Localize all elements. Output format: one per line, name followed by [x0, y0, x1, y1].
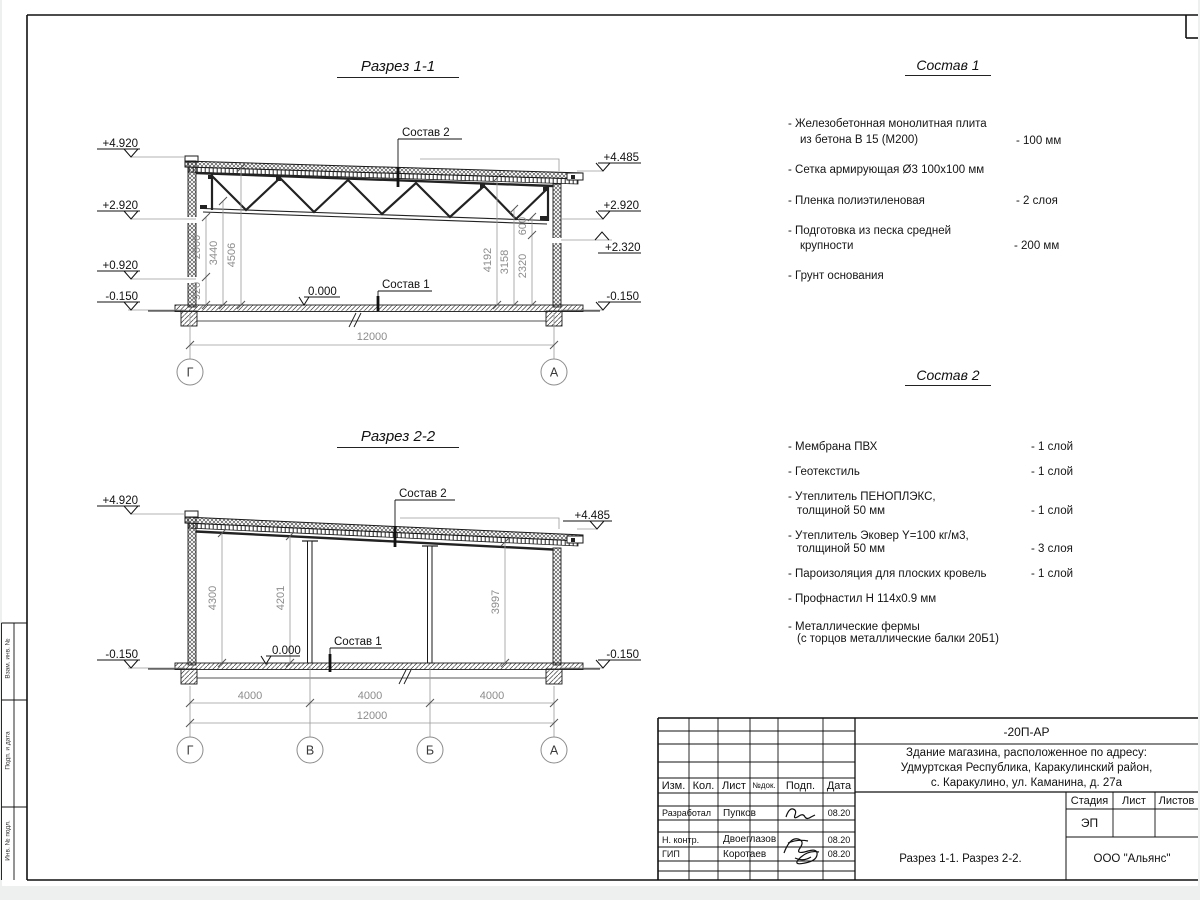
callout-label: Состав 2 — [399, 488, 447, 500]
dim-label: 4300 — [207, 585, 219, 611]
list-item-value: - 100 мм — [1016, 135, 1062, 147]
break-mark — [399, 670, 411, 684]
dim-label: 920 — [191, 281, 203, 301]
dim-label: 4506 — [226, 242, 238, 268]
axis-marks — [177, 359, 567, 385]
elevation-label: +4.920 — [102, 138, 138, 150]
break-mark — [349, 313, 361, 327]
list-item: - Пароизоляция для плоских кровель — [788, 568, 987, 580]
list-item: - Мембрана ПВХ — [788, 441, 878, 453]
list-item-value: - 3 слоя — [1031, 543, 1073, 555]
wall-left — [188, 517, 196, 665]
name-cell: Двоеглазов — [723, 834, 777, 845]
section-2-2-drawing — [97, 488, 641, 763]
elevation-label: +2.920 — [102, 200, 138, 212]
elevation-label: -0.150 — [105, 649, 138, 661]
list-item-value: - 2 слоя — [1016, 195, 1058, 207]
object-address-line: с. Каракулино, ул. Каманина, д. 27а — [930, 776, 1123, 789]
callout-label: Состав 1 — [382, 279, 430, 291]
side-stamp-label: Взам. инв. № — [4, 638, 12, 679]
list-item: - Утеплитель Эковер Y=100 кг/м3, — [788, 530, 969, 542]
dim-label: 4201 — [275, 585, 287, 611]
footing-right — [546, 669, 562, 684]
list-item: - Геотекстиль — [788, 466, 860, 478]
axis-marks — [177, 737, 567, 763]
wall-cap-left — [185, 511, 198, 517]
list-item: крупности — [800, 240, 854, 252]
elevation-label: +2.320 — [605, 242, 641, 254]
list-item: - Профнастил Н 114х0.9 мм — [788, 593, 937, 605]
list-item-value: - 1 слой — [1031, 466, 1074, 478]
role-cell: Н. контр. — [662, 834, 700, 845]
role-cell: ГИП — [662, 849, 680, 859]
elevation-label: +4.920 — [102, 495, 138, 507]
dim-label: 600 — [517, 216, 529, 236]
dim-label: 4000 — [479, 690, 505, 702]
axis-letter: В — [305, 743, 315, 758]
list-item: - Железобетонная монолитная плита — [788, 118, 987, 130]
footing-left — [181, 669, 197, 684]
elevation-label: -0.150 — [606, 649, 639, 661]
section-1-1-drawing — [97, 127, 641, 385]
object-address-line: Удмуртская Республика, Каракулинский район, — [900, 761, 1153, 774]
list-item-value: - 1 слой — [1031, 441, 1074, 453]
name-cell: Коротаев — [723, 848, 767, 860]
zero-level-label: 0.000 — [308, 286, 337, 298]
zero-level-label: 0.000 — [272, 645, 301, 657]
side-stamp-label: Инв. № подл. — [4, 820, 12, 861]
dim-label: 4192 — [482, 247, 494, 273]
footing-left — [181, 311, 197, 326]
elevation-label: +0.920 — [102, 260, 138, 272]
section-1-1-title: Разрез 1-1 — [337, 58, 459, 78]
dim-label: 2000 — [191, 234, 203, 260]
col-header-izm: Изм. — [661, 779, 686, 792]
floor-slab — [175, 663, 583, 670]
list-item: - Пленка полиэтиленовая — [788, 195, 925, 207]
name-cell: Пупков — [723, 807, 756, 819]
dim-total-label: 12000 — [356, 331, 388, 343]
list-item-value: - 1 слой — [1031, 568, 1074, 580]
dim-label: 3158 — [499, 249, 511, 275]
col-header-podp: Подп. — [785, 779, 816, 792]
elevation-label: +4.485 — [603, 152, 639, 164]
elevation-label: -0.150 — [606, 291, 639, 303]
date-cell: 08.20 — [827, 849, 851, 859]
col-header-kol: Кол. — [692, 779, 715, 792]
list-item: толщиной 50 мм — [797, 505, 886, 517]
wall-right — [553, 184, 561, 307]
elevation-label: +4.485 — [574, 510, 610, 522]
elevation-label: -0.150 — [105, 291, 138, 303]
object-address-line: Здание магазина, расположенное по адресу: — [906, 746, 1147, 759]
list-item-value: - 1 слой — [1031, 505, 1074, 517]
stage-value: ЭП — [1080, 816, 1099, 830]
dim-total-label: 12000 — [356, 710, 388, 722]
list-item: (с торцов металлические балки 20Б1) — [797, 633, 999, 645]
axis-letter: Б — [425, 743, 435, 758]
dim-label: 2320 — [517, 253, 529, 279]
section-2-2-title: Разрез 2-2 — [337, 428, 459, 448]
list-item: - Подготовка из песка средней — [788, 225, 952, 237]
sheet-title: Разрез 1-1. Разрез 2-2. — [899, 852, 1022, 865]
dim-label: 3997 — [490, 589, 502, 615]
dim-label: 4000 — [357, 690, 383, 702]
sheet-header: Лист — [1122, 794, 1146, 807]
axis-letter: Г — [186, 365, 194, 380]
dim-label: 4000 — [237, 690, 263, 702]
composition-1-title: Состав 1 — [905, 57, 991, 76]
side-stamp-label: Подп. и дата — [4, 731, 12, 770]
list-item: толщиной 50 мм — [797, 543, 886, 555]
company-name: ООО "Альянс" — [1093, 852, 1171, 865]
list-item: - Сетка армирующая Ø3 100х100 мм — [788, 164, 985, 176]
signature-icon — [784, 809, 819, 864]
date-cell: 08.20 — [827, 808, 851, 818]
stage-header: Стадия — [1070, 794, 1109, 807]
axis-letter: А — [549, 743, 559, 758]
composition-2-title: Состав 2 — [905, 367, 991, 386]
date-cell: 08.20 — [827, 834, 851, 845]
role-cell: Разработал — [662, 808, 711, 818]
list-item-value: - 200 мм — [1014, 240, 1060, 252]
dim-label: 3440 — [208, 240, 220, 266]
list-item: - Металлические фермы — [788, 621, 920, 633]
col-header-ndoc: №док. — [752, 781, 776, 790]
list-item: - Грунт основания — [788, 270, 884, 282]
col-header-data: Дата — [826, 779, 852, 792]
elevation-label: +2.920 — [603, 200, 639, 212]
callout-label: Состав 2 — [402, 127, 450, 139]
col-header-list: Лист — [722, 779, 746, 792]
list-item: из бетона В 15 (М200) — [800, 134, 919, 146]
list-item: - Утеплитель ПЕНОПЛЭКС, — [788, 491, 936, 503]
axis-letter: Г — [186, 743, 194, 758]
doc-code: -20П-АР — [1003, 725, 1050, 739]
axis-letter: А — [549, 365, 559, 380]
wall-right — [553, 548, 561, 665]
callout-label: Состав 1 — [334, 636, 382, 648]
sheets-header: Листов — [1158, 794, 1195, 807]
